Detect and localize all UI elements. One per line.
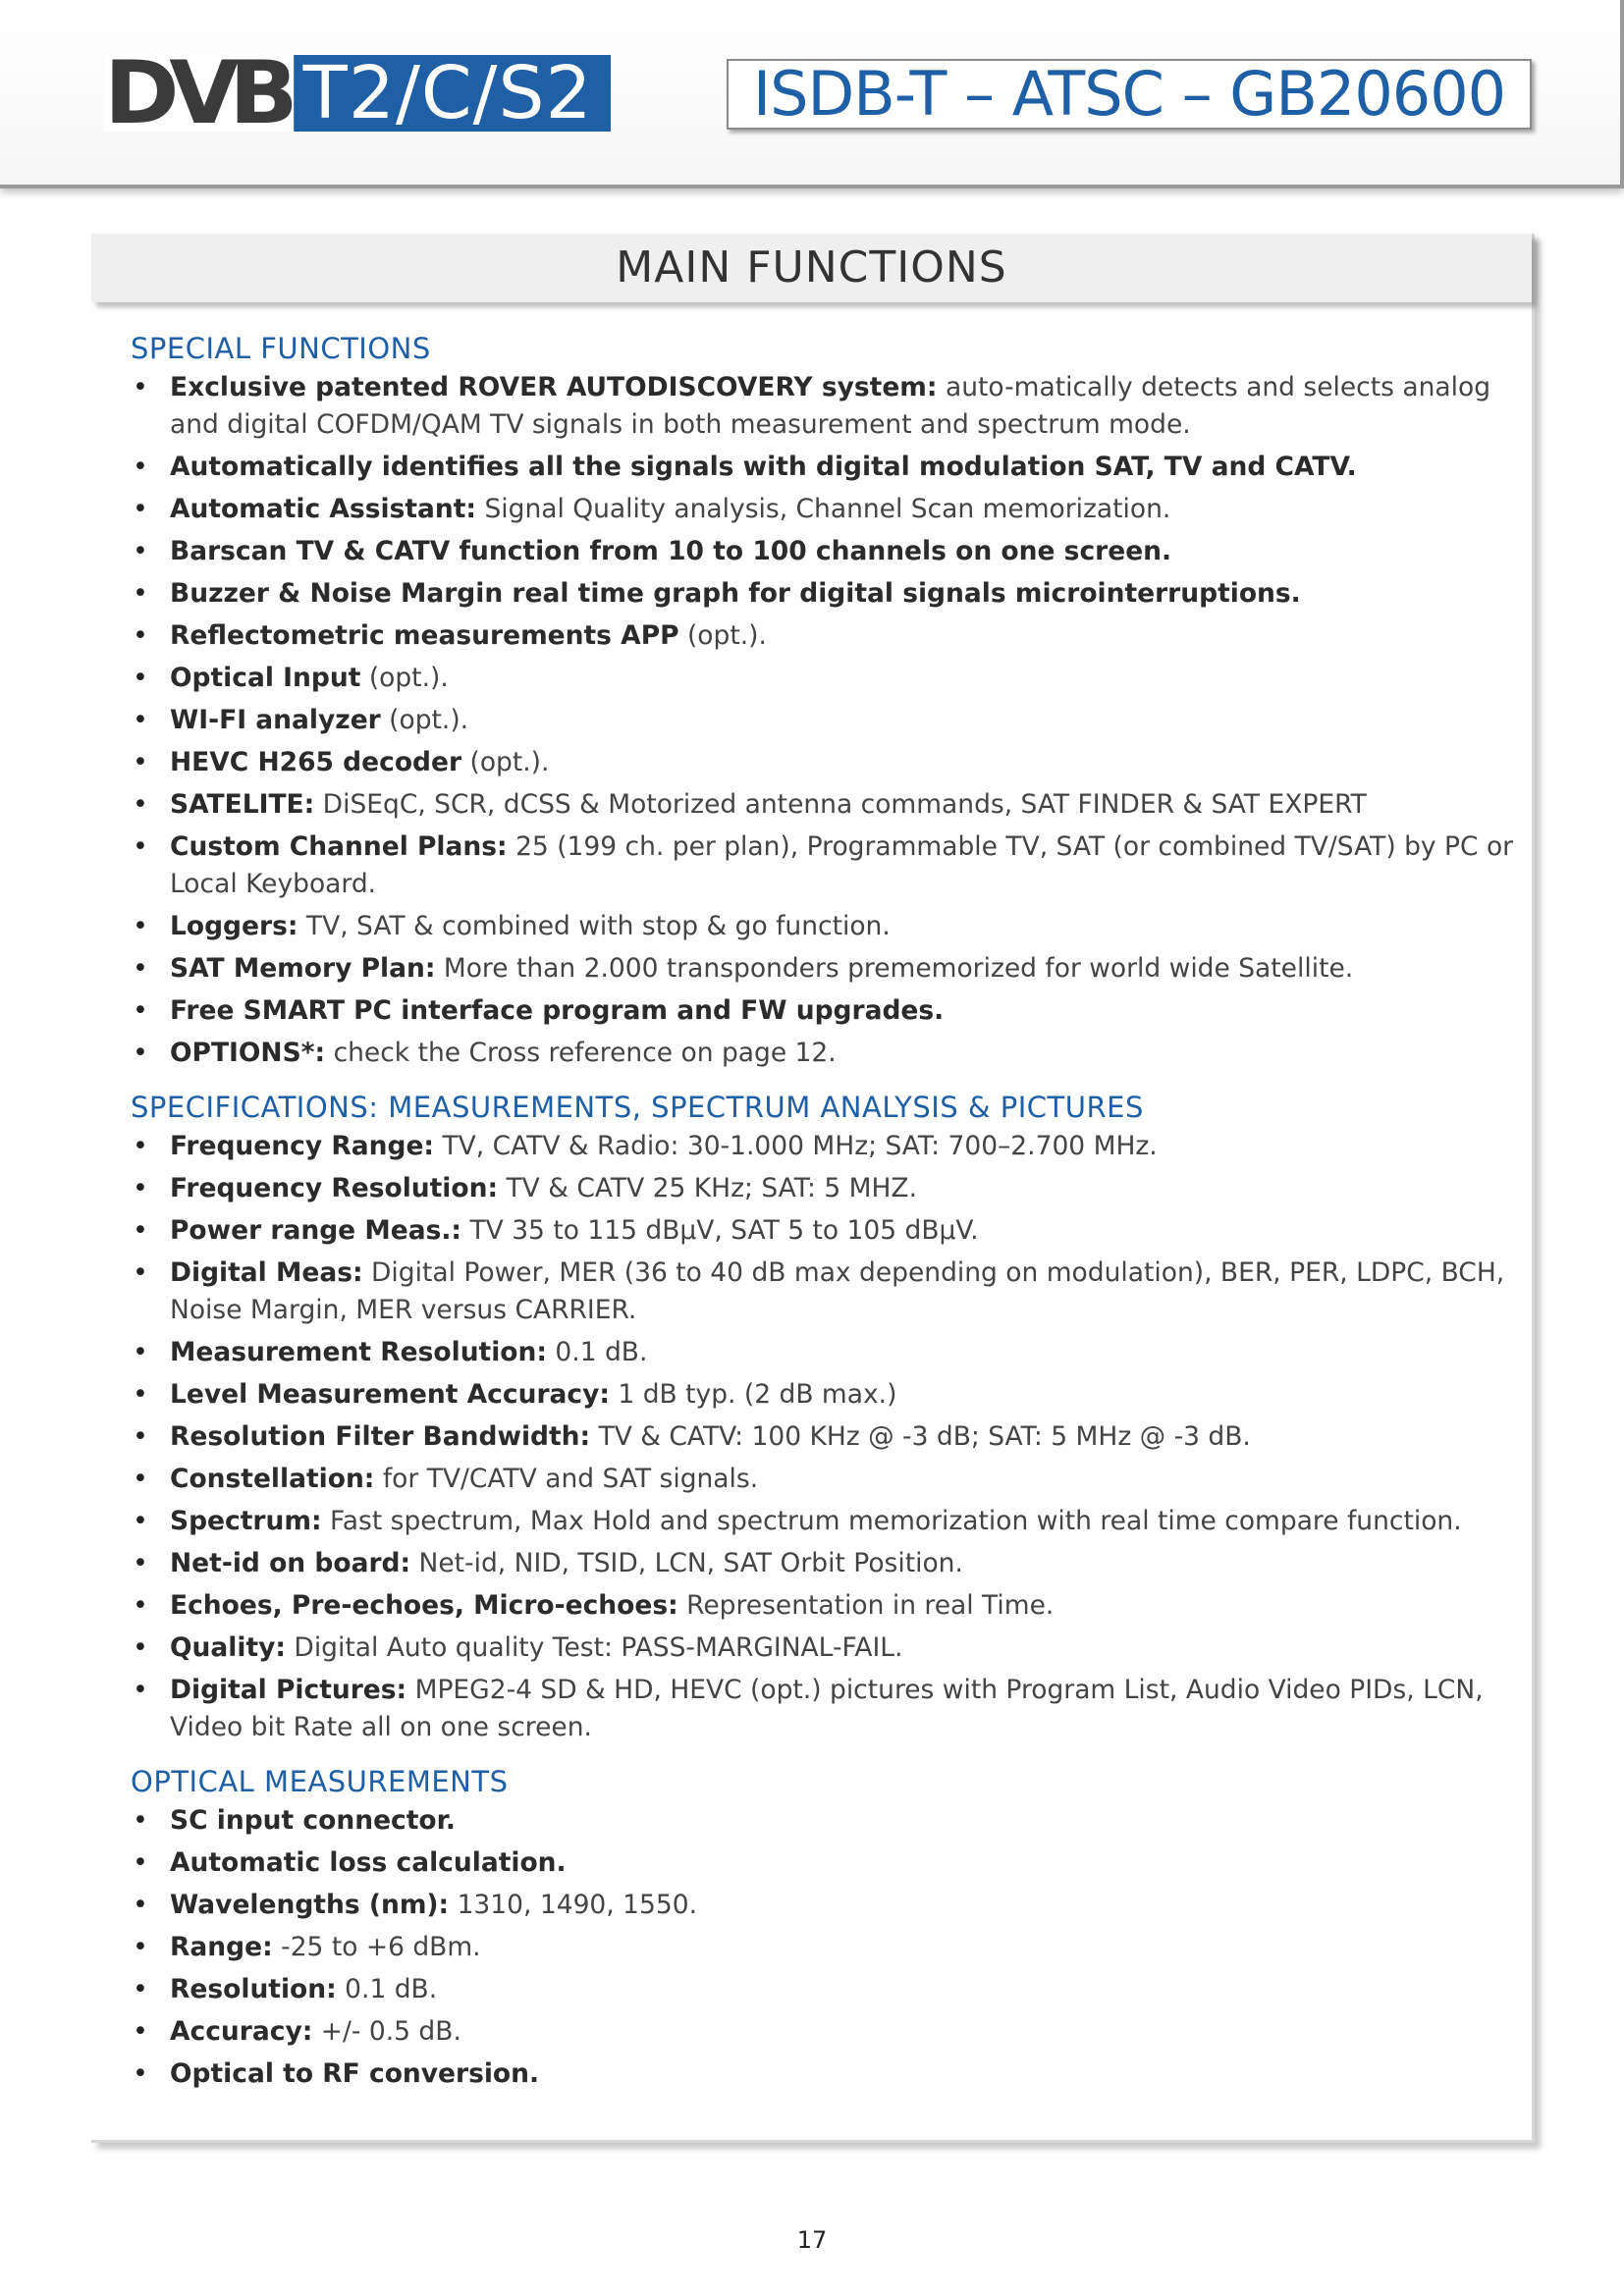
item-text: -25 to +6 dBm.: [272, 1932, 481, 1962]
bullet-icon: •: [133, 1337, 148, 1367]
list-item: [131, 1629, 1515, 1667]
list-item: [131, 1212, 1515, 1250]
item-text: Net-id, NID, TSID, LCN, SAT Orbit Position.: [410, 1548, 963, 1578]
item-text: MPEG2-4 SD & HD, HEVC (opt.) pictures with Program List, Audio Video PIDs, LCN, Video bit Rate all on one screen.: [170, 1675, 1484, 1742]
item-label: Spectrum:: [170, 1506, 322, 1536]
panel-content: [131, 332, 1515, 2098]
bullet-icon: •: [133, 1932, 148, 1962]
item-label: OPTIONS*:: [170, 1038, 326, 1068]
list-item: [131, 828, 1515, 903]
list-item: [131, 491, 1515, 528]
list-item: [131, 992, 1515, 1030]
item-text: Signal Quality analysis, Channel Scan memorization.: [476, 494, 1171, 524]
item-text: TV, CATV & Radio: 30-1.000 MHz; SAT: 700–2.700 MHz.: [434, 1131, 1158, 1161]
list-item: [131, 950, 1515, 988]
page-number: 17: [796, 2226, 828, 2254]
item-text: check the Cross reference on page 12.: [325, 1038, 837, 1068]
list-item: [131, 786, 1515, 824]
item-text: (opt.).: [678, 620, 767, 651]
item-label: Automatic loss calculation.: [170, 1847, 567, 1878]
list-item: [131, 1587, 1515, 1625]
bullet-icon: •: [133, 1464, 148, 1494]
item-text: +/- 0.5 dB.: [312, 2016, 461, 2047]
specifications-list: [131, 1128, 1515, 1746]
item-label: SAT Memory Plan:: [170, 953, 436, 984]
item-text: Representation in real Time.: [677, 1590, 1055, 1621]
section-gap: [131, 1077, 1515, 1091]
item-text: More than 2.000 transponders prememorized for world wide Satellite.: [435, 953, 1354, 984]
list-item: [131, 1461, 1515, 1498]
section-title-specifications: SPECIFICATIONS: MEASUREMENTS, SPECTRUM ANALYSIS & PICTURES: [131, 1091, 1144, 1124]
list-item: [131, 1376, 1515, 1414]
bullet-icon: •: [133, 1632, 148, 1663]
bullet-icon: •: [133, 1974, 148, 2004]
section-gap: [131, 1751, 1515, 1765]
item-text: Digital Power, MER (36 to 40 dB max depending on modulation), BER, PER, LDPC, BCH, Noise Margin, MER versus CARRIER.: [170, 1257, 1505, 1325]
bullet-icon: •: [133, 372, 148, 402]
section-title-special-functions: SPECIAL FUNCTIONS: [131, 332, 431, 365]
item-text: (opt.).: [461, 747, 550, 777]
item-label: Free SMART PC interface program and FW upgrades.: [170, 995, 945, 1026]
bullet-icon: •: [133, 1506, 148, 1536]
item-label: Quality:: [170, 1632, 286, 1663]
item-text: 1 dB typ. (2 dB max.): [610, 1379, 897, 1410]
item-label: Exclusive patented ROVER AUTODISCOVERY system:: [170, 372, 938, 402]
item-text: DiSEqC, SCR, dCSS & Motorized antenna commands, SAT FINDER & SAT EXPERT: [314, 789, 1367, 820]
list-item: [131, 2056, 1515, 2093]
bullet-icon: •: [133, 831, 148, 862]
item-label: HEVC H265 decoder: [170, 747, 462, 777]
item-label: Accuracy:: [170, 2016, 313, 2047]
list-item: [131, 449, 1515, 486]
list-item: [131, 908, 1515, 945]
item-label: Frequency Resolution:: [170, 1173, 499, 1203]
bullet-icon: •: [133, 1890, 148, 1920]
list-item: [131, 1844, 1515, 1882]
list-item: [131, 702, 1515, 739]
item-text: 25 (199 ch. per plan), Programmable TV, SAT (or combined TV/SAT) by PC or Local Keyboard.: [170, 831, 1514, 899]
item-label: Net-id on board:: [170, 1548, 411, 1578]
item-text: TV, SAT & combined with stop & go function.: [298, 911, 891, 941]
bullet-icon: •: [133, 663, 148, 693]
list-item: [131, 1035, 1515, 1072]
panel-title: MAIN FUNCTIONS: [91, 234, 1532, 302]
special-functions-list: [131, 369, 1515, 1072]
item-label: Resolution Filter Bandwidth:: [170, 1421, 591, 1452]
item-label: Level Measurement Accuracy:: [170, 1379, 610, 1410]
item-label: Range:: [170, 1932, 273, 1962]
bullet-icon: •: [133, 578, 148, 609]
bullet-icon: •: [133, 1675, 148, 1705]
bullet-icon: •: [133, 620, 148, 651]
bullet-icon: •: [133, 2016, 148, 2047]
list-item: [131, 1418, 1515, 1456]
list-item: [131, 660, 1515, 697]
item-label: Digital Pictures:: [170, 1675, 407, 1705]
list-item: [131, 533, 1515, 570]
bullet-icon: •: [133, 911, 148, 941]
item-label: SATELITE:: [170, 789, 315, 820]
item-label: Custom Channel Plans:: [170, 831, 508, 862]
bullet-icon: •: [133, 953, 148, 984]
bullet-icon: •: [133, 995, 148, 1026]
item-text: TV 35 to 115 dBμV, SAT 5 to 105 dBμV.: [461, 1215, 979, 1246]
bullet-icon: •: [133, 1131, 148, 1161]
item-label: Reflectometric measurements APP: [170, 620, 679, 651]
item-label: Optical Input: [170, 663, 361, 693]
bullet-icon: •: [133, 1379, 148, 1410]
item-label: Buzzer & Noise Margin real time graph for digital signals microinterruptions.: [170, 578, 1301, 609]
list-item: [131, 1128, 1515, 1165]
item-text: for TV/CATV and SAT signals.: [374, 1464, 759, 1494]
item-label: WI-FI analyzer: [170, 705, 381, 735]
bullet-icon: •: [133, 1173, 148, 1203]
bullet-icon: •: [133, 1805, 148, 1836]
list-item: [131, 1255, 1515, 1329]
item-label: SC input connector.: [170, 1805, 456, 1836]
bullet-icon: •: [133, 1590, 148, 1621]
bullet-icon: •: [133, 1257, 148, 1288]
item-label: Barscan TV & CATV function from 10 to 100 channels on one screen.: [170, 536, 1172, 566]
list-item: [131, 369, 1515, 444]
item-text: 1310, 1490, 1550.: [449, 1890, 698, 1920]
item-label: Automatic Assistant:: [170, 494, 477, 524]
bullet-icon: •: [133, 1215, 148, 1246]
section-title-optical-measurements: OPTICAL MEASUREMENTS: [131, 1765, 509, 1798]
item-label: Measurement Resolution:: [170, 1337, 547, 1367]
item-label: Optical to RF conversion.: [170, 2058, 540, 2089]
list-item: [131, 744, 1515, 781]
item-text: TV & CATV: 100 KHz @ -3 dB; SAT: 5 MHz @ -3 dB.: [590, 1421, 1251, 1452]
list-item: [131, 1503, 1515, 1540]
bullet-icon: •: [133, 494, 148, 524]
item-label: Echoes, Pre-echoes, Micro-echoes:: [170, 1590, 678, 1621]
dvb-logo: [104, 42, 611, 143]
optical-measurements-list: [131, 1802, 1515, 2093]
item-text: 0.1 dB.: [546, 1337, 648, 1367]
main-functions-panel: [91, 234, 1535, 2143]
bullet-icon: •: [133, 705, 148, 735]
list-item: [131, 1334, 1515, 1371]
bullet-icon: •: [133, 2058, 148, 2089]
list-item: [131, 1545, 1515, 1582]
item-text: (opt.).: [360, 663, 449, 693]
bullet-icon: •: [133, 452, 148, 482]
list-item: [131, 1887, 1515, 1924]
bullet-icon: •: [133, 1847, 148, 1878]
list-item: [131, 2013, 1515, 2051]
item-label: Constellation:: [170, 1464, 375, 1494]
list-item: [131, 1929, 1515, 1966]
bullet-icon: •: [133, 747, 148, 777]
bullet-icon: •: [133, 1038, 148, 1068]
bullet-icon: •: [133, 1548, 148, 1578]
item-text: auto-matically detects and selects analog and digital COFDM/QAM TV signals in both measurement and spectrum mode.: [170, 372, 1491, 440]
list-item: [131, 1802, 1515, 1840]
item-text: (opt.).: [380, 705, 469, 735]
item-text: Digital Auto quality Test: PASS-MARGINAL-FAIL.: [285, 1632, 903, 1663]
item-label: Frequency Range:: [170, 1131, 435, 1161]
list-item: [131, 1170, 1515, 1207]
bullet-icon: •: [133, 536, 148, 566]
list-item: [131, 1672, 1515, 1746]
item-label: Digital Meas:: [170, 1257, 363, 1288]
item-text: 0.1 dB.: [336, 1974, 438, 2004]
item-label: Power range Meas.:: [170, 1215, 462, 1246]
standards-badge: ISDB-T – ATSC – GB20600: [727, 59, 1532, 130]
list-item: [131, 1971, 1515, 2008]
item-text: Fast spectrum, Max Hold and spectrum memorization with real time compare function.: [321, 1506, 1462, 1536]
item-label: Automatically identifies all the signals with digital modulation SAT, TV and CATV.: [170, 452, 1357, 482]
item-label: Loggers:: [170, 911, 298, 941]
bullet-icon: •: [133, 789, 148, 820]
bullet-icon: •: [133, 1421, 148, 1452]
item-label: Wavelengths (nm):: [170, 1890, 450, 1920]
dvb-logo-standards: T2/C/S2: [285, 55, 611, 132]
item-text: TV & CATV 25 KHz; SAT: 5 MHZ.: [498, 1173, 917, 1203]
header-band: [0, 0, 1624, 188]
item-label: Resolution:: [170, 1974, 337, 2004]
list-item: [131, 617, 1515, 655]
list-item: [131, 575, 1515, 613]
dvb-logo-wordmark: DVB: [104, 55, 294, 132]
